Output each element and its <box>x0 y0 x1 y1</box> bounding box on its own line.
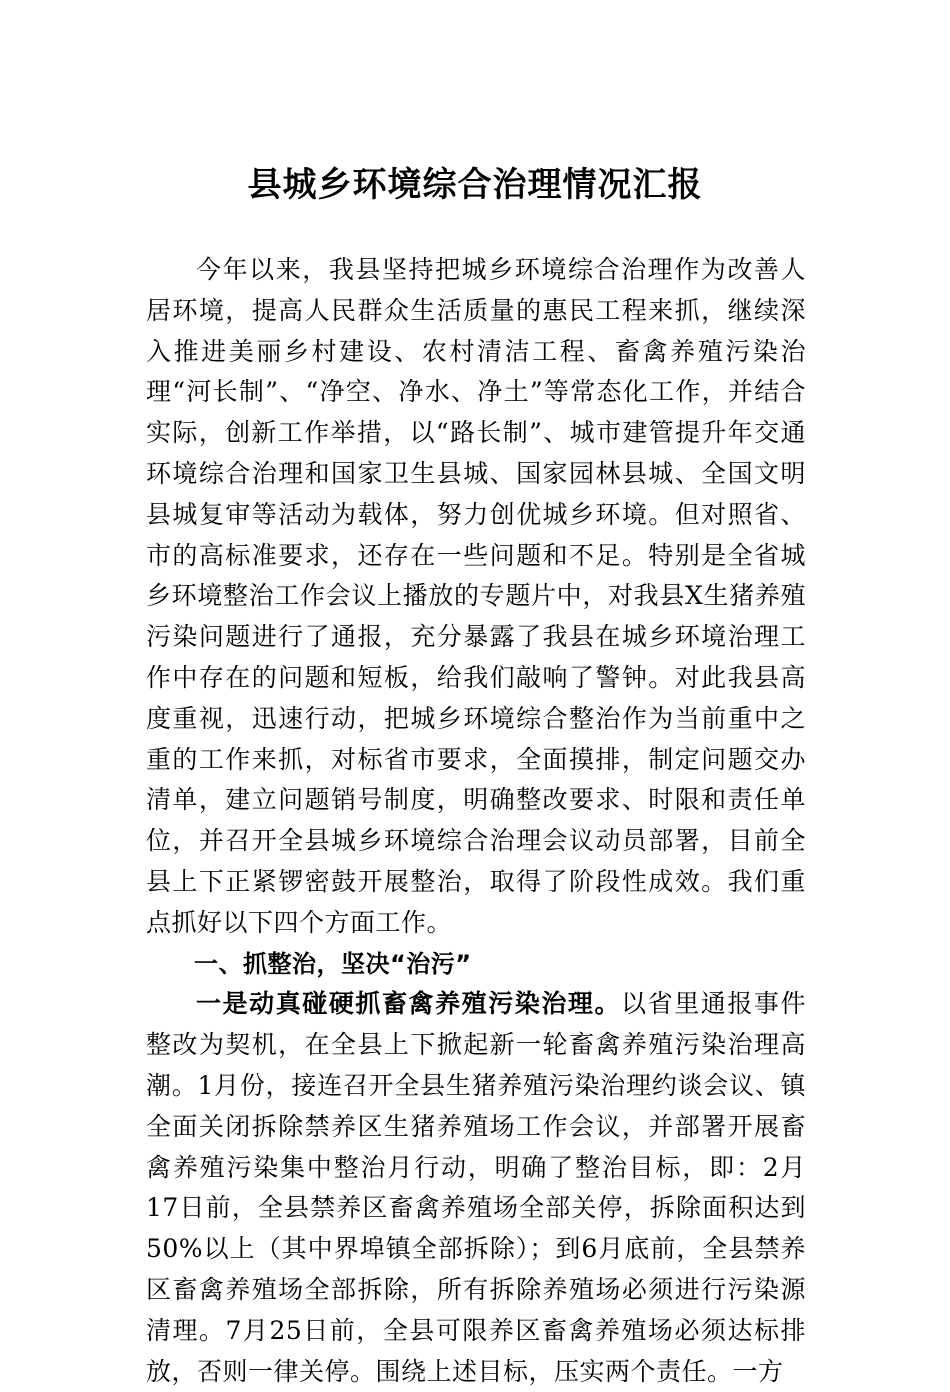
section-1-lead: 一是动真碰硬抓畜禽养殖污染治理。 <box>196 989 622 1019</box>
intro-paragraph: 今年以来，我县坚持把城乡环境综合治理作为改善人居环境，提高人民群众生活质量的惠民工程来抓，继续深入推进美丽乡村建设、农村清洁工程、畜禽养殖污染治理“河长制”、“净空、净水、净土”等常态化工作，并结合实际，创新工作举措，以“路长制”、城市建管提升年交通环境综合治理和国家卫生县城、国家园林县城、全国文明县城复审等活动为载体，努力创优城乡环境。但对照省、市的高标准要求，还存在一些问题和不足。特别是全省城乡环境整治工作会议上播放的专题片中，对我县X生猪养殖污染问题进行了通报，充分暴露了我县在城乡环境治理工作中存在的问题和短板，给我们敲响了警钟。对此我县高度重视，迅速行动，把城乡环境综合整治作为当前重中之重的工作来抓，对标省市要求，全面摸排，制定问题交办清单，建立问题销号制度，明确整改要求、时限和责任单位，并召开全县城乡环境综合治理会议动员部署，目前全县上下正紧锣密鼓开展整治，取得了阶段性成效。我们重点抓好以下四个方面工作。 <box>146 255 806 937</box>
section-1-paragraph <box>146 984 806 1392</box>
document-title: 县城乡环境综合治理情况汇报 <box>247 165 703 205</box>
section-1-text: 以省里通报事件整改为契机，在全县上下掀起新一轮畜禽养殖污染治理高潮。1月份，接连召开全县生猪养殖污染治理约谈会议、镇全面关闭拆除禁养区生猪养殖场工作会议，并部署开展畜禽养殖污染集中整治月行动，明确了整治目标，即：2月17日前，全县禁养区畜禽养殖场全部关停，拆除面积达到50%以上（其中界埠镇全部拆除）；到6月底前，全县禁养区畜禽养殖场全部拆除，所有拆除养殖场必须进行污染源清理。7月25日前，全县可限养区畜禽养殖场必须达标排放，否则一律关停。围绕上述目标，压实两个责任。一方 <box>146 989 806 1386</box>
document-body <box>146 250 806 1392</box>
section-1-heading: 一、抓整治，坚决“治污” <box>194 949 472 978</box>
